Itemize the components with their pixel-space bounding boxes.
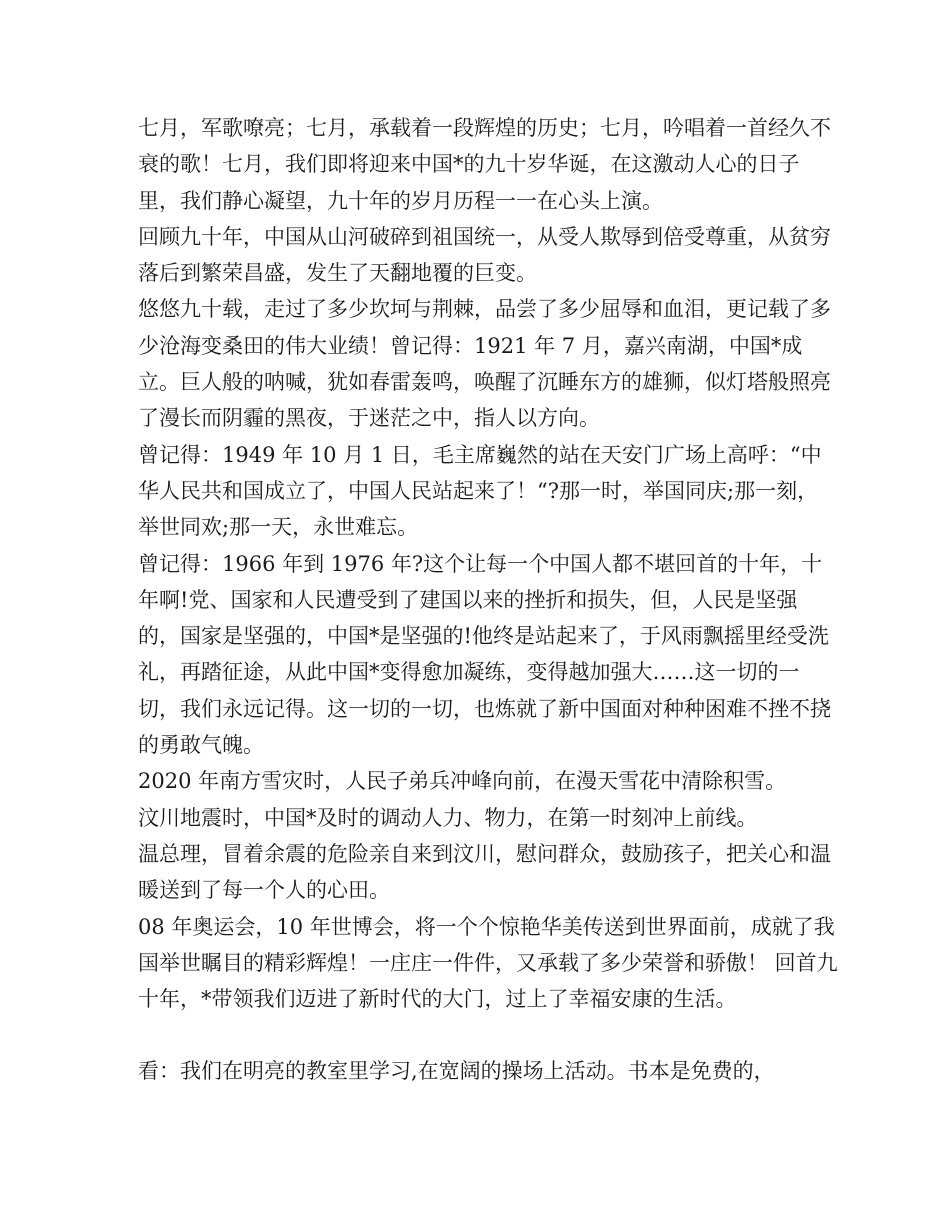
paragraph-spacer <box>138 1017 838 1053</box>
paragraph-9: 08 年奥运会，10 年世博会，将一个个惊艳华美传送到世界面前，成就了我国举世瞩目的精彩辉煌！一庄庄一件件，又承载了多少荣誉和骄傲！ 回首九十年，*带领我们迈进了新时代的大门，过上了幸福安康的生活。 <box>138 914 838 1012</box>
paragraph-1: 七月，军歌嘹亮；七月，承载着一段辉煌的历史；七月，吟唱着一首经久不衰的歌！七月，我们即将迎来中国*的九十岁华诞，在这激动人心的日子里，我们静心凝望，九十年的岁月历程一一在心头上演。 <box>138 116 831 213</box>
paragraph-3: 悠悠九十载，走过了多少坎坷与荆棘，品尝了多少屈辱和血泪，更记载了多少沧海变桑田的伟大业绩！曾记得：1921 年 7 月，嘉兴南湖，中国*成立。巨人般的呐喊，犹如春雷轰鸣，唤醒了沉睡东方的雄狮，似灯塔般照亮了漫长而阴霾的黑夜，于迷茫之中，指人以方向。 <box>138 297 831 431</box>
paragraph-10: 看：我们在明亮的教室里学习,在宽阔的操场上活动。书本是免费的， <box>138 1059 775 1084</box>
paragraph-6: 2020 年南方雪灾时，人民子弟兵冲峰向前，在漫天雪花中清除积雪。 <box>138 769 787 794</box>
document-body <box>138 110 838 1090</box>
paragraph-4: 曾记得：1949 年 10 月 1 日，毛主席巍然的站在天安门广场上高呼：“中华人民共和国成立了，中国人民站起来了！“?那一时，举国同庆;那一刻，举世同欢;那一天，永世难忘。 <box>138 442 822 540</box>
paragraph-8: 温总理，冒着余震的危险亲自来到汶川，慰问群众，鼓励孩子，把关心和温暖送到了每一个人的心田。 <box>138 841 831 903</box>
paragraph-2: 回顾九十年，中国从山河破碎到祖国统一，从受人欺辱到倍受尊重，从贫穷落后到繁荣昌盛，发生了天翻地覆的巨变。 <box>138 224 831 286</box>
paragraph-5: 曾记得：1966 年到 1976 年?这个让每一个中国人都不堪回首的十年，十年啊!党、国家和人民遭受到了建国以来的挫折和损失，但，人民是坚强的，国家是坚强的，中国*是坚强的!他终是站起来了，于风雨飘摇里经受洗礼，再踏征途，从此中国*变得愈加凝练，变得越加强大……这一切的一切，我们永远记得。这一切的一切，也炼就了新中国面对种种困难不挫不挠的勇敢气魄。 <box>138 551 831 758</box>
paragraph-7: 汶川地震时，中国*及时的调动人力、物力，在第一时刻冲上前线。 <box>138 805 758 830</box>
